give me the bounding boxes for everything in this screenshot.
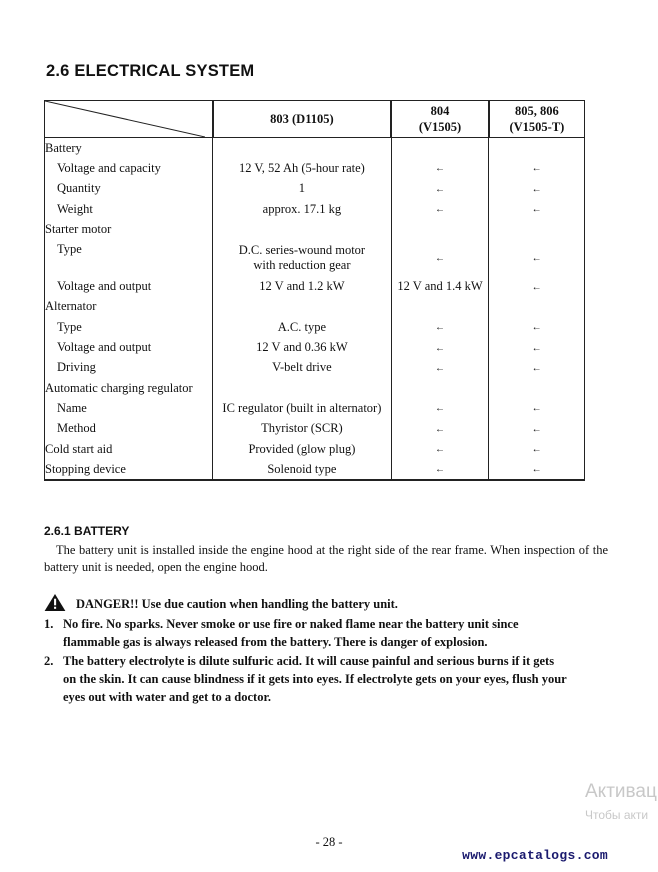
cell-804 bbox=[391, 317, 489, 337]
cell-803: V-belt drive bbox=[213, 358, 392, 378]
cell-805-806 bbox=[489, 199, 585, 219]
cell-804 bbox=[391, 179, 489, 199]
cell-803: Thyristor (SCR) bbox=[213, 419, 392, 439]
table-header-row bbox=[45, 101, 585, 138]
row-label: Type bbox=[45, 317, 213, 337]
warning-triangle-icon bbox=[44, 594, 66, 611]
cell-803: Provided (glow plug) bbox=[213, 439, 392, 459]
table-row bbox=[45, 138, 585, 159]
same-as-left-arrow: ← bbox=[531, 252, 542, 264]
cell-805-806 bbox=[489, 398, 585, 418]
danger-item-2 bbox=[44, 652, 606, 706]
cell-805-806 bbox=[489, 317, 585, 337]
cell-804 bbox=[391, 337, 489, 357]
same-as-left-arrow: ← bbox=[435, 444, 446, 455]
row-label: Automatic charging regulator bbox=[45, 378, 213, 398]
same-as-left-arrow: ← bbox=[531, 163, 542, 175]
diagonal-line bbox=[45, 101, 205, 137]
row-label: Driving bbox=[45, 358, 213, 378]
cell-805-806 bbox=[489, 337, 585, 357]
cell-803: 12 V and 1.2 kW bbox=[213, 276, 392, 296]
same-as-left-arrow: ← bbox=[435, 252, 446, 264]
item-line: eyes out with water and get to a doctor. bbox=[63, 690, 271, 704]
cell-803: 1 bbox=[213, 179, 392, 199]
header-col-803: 803 (D1105) bbox=[213, 101, 392, 138]
cell-803: 12 V, 52 Ah (5-hour rate) bbox=[213, 158, 392, 178]
row-label: Weight bbox=[45, 199, 213, 219]
cell-803: Solenoid type bbox=[213, 459, 392, 480]
cell-803: D.C. series-wound motor with reduction gear bbox=[213, 239, 392, 276]
same-as-left-arrow: ← bbox=[435, 322, 446, 334]
cell-804 bbox=[391, 459, 489, 480]
same-as-left-arrow: ← bbox=[435, 163, 446, 175]
table-row bbox=[45, 317, 585, 337]
cell-805-806 bbox=[489, 276, 585, 296]
row-label: Type bbox=[45, 239, 213, 276]
same-as-left-arrow: ← bbox=[531, 423, 542, 435]
danger-text: DANGER!! Use due caution when handling the battery unit. bbox=[76, 597, 398, 611]
spec-table bbox=[44, 100, 585, 481]
cell-805-806 bbox=[489, 239, 585, 276]
row-label: Starter motor bbox=[45, 219, 213, 239]
item-line: The battery electrolyte is dilute sulfuric acid. It will cause painful and serious burns if it gets bbox=[63, 654, 555, 668]
same-as-left-arrow: ← bbox=[531, 444, 542, 455]
table-row bbox=[45, 276, 585, 296]
header-col-805-806: 805, 806 (V1505-T) bbox=[489, 101, 585, 138]
same-as-left-arrow: ← bbox=[531, 464, 542, 476]
same-as-left-arrow: ← bbox=[435, 342, 446, 354]
cell-804 bbox=[391, 158, 489, 178]
table-row bbox=[45, 219, 585, 239]
battery-paragraph: The battery unit is installed inside the engine hood at the right side of the rear frame. When inspection of the battery unit is needed, open the engine hood. bbox=[44, 543, 608, 574]
row-label: Voltage and output bbox=[45, 276, 213, 296]
row-label: Method bbox=[45, 419, 213, 439]
item-number: 2. bbox=[44, 654, 54, 668]
cell-804 bbox=[391, 358, 489, 378]
danger-heading bbox=[44, 594, 398, 612]
same-as-left-arrow: ← bbox=[435, 464, 446, 476]
danger-item-1 bbox=[44, 615, 606, 651]
cell-805-806 bbox=[489, 419, 585, 439]
site-url: www.epcatalogs.com bbox=[462, 848, 608, 863]
cell-805-806 bbox=[489, 459, 585, 480]
cell-804 bbox=[391, 419, 489, 439]
cell-803: IC regulator (built in alternator) bbox=[213, 398, 392, 418]
same-as-left-arrow: ← bbox=[435, 183, 446, 195]
table-row bbox=[45, 358, 585, 378]
cell-805-806 bbox=[489, 439, 585, 459]
table-row bbox=[45, 297, 585, 317]
same-as-left-arrow: ← bbox=[531, 322, 542, 334]
header-diagonal-cell bbox=[45, 101, 213, 138]
row-label: Battery bbox=[45, 138, 213, 159]
table-row bbox=[45, 378, 585, 398]
page-number: - 28 - bbox=[315, 835, 343, 849]
same-as-left-arrow: ← bbox=[435, 403, 446, 415]
cell-803: approx. 17.1 kg bbox=[213, 199, 392, 219]
cell-803: A.C. type bbox=[213, 317, 392, 337]
same-as-left-arrow: ← bbox=[531, 183, 542, 195]
item-number: 1. bbox=[44, 617, 54, 631]
section-title: 2.6 ELECTRICAL SYSTEM bbox=[46, 62, 255, 80]
cell-804: 12 V and 1.4 kW bbox=[391, 276, 489, 296]
table-row bbox=[45, 337, 585, 357]
table-row bbox=[45, 459, 585, 480]
cell-804 bbox=[391, 439, 489, 459]
same-as-left-arrow: ← bbox=[531, 281, 542, 293]
same-as-left-arrow: ← bbox=[531, 362, 542, 374]
row-label: Cold start aid bbox=[45, 439, 213, 459]
row-label: Quantity bbox=[45, 179, 213, 199]
activation-watermark: Активац bbox=[585, 781, 657, 802]
cell-804 bbox=[391, 398, 489, 418]
cell-805-806 bbox=[489, 179, 585, 199]
table-row bbox=[45, 239, 585, 276]
row-label: Voltage and capacity bbox=[45, 158, 213, 178]
table-row bbox=[45, 199, 585, 219]
same-as-left-arrow: ← bbox=[435, 362, 446, 374]
same-as-left-arrow: ← bbox=[435, 204, 446, 216]
table-row bbox=[45, 398, 585, 418]
table-row bbox=[45, 179, 585, 199]
cell-805-806 bbox=[489, 158, 585, 178]
activation-watermark-sub: Чтобы акти bbox=[585, 808, 649, 822]
row-label: Alternator bbox=[45, 297, 213, 317]
item-line: flammable gas is always released from the battery. There is danger of explosion. bbox=[63, 635, 488, 649]
item-line: on the skin. It can cause blindness if it gets into eyes. If electrolyte gets on your eyes, flush your bbox=[63, 672, 567, 686]
cell-804 bbox=[391, 199, 489, 219]
row-label: Stopping device bbox=[45, 459, 213, 480]
item-line: No fire. No sparks. Never smoke or use fire or naked flame near the battery unit since bbox=[63, 617, 519, 631]
cell-803: 12 V and 0.36 kW bbox=[213, 337, 392, 357]
table-row bbox=[45, 158, 585, 178]
battery-subheading: 2.6.1 BATTERY bbox=[44, 524, 130, 538]
same-as-left-arrow: ← bbox=[531, 204, 542, 216]
row-label: Name bbox=[45, 398, 213, 418]
table-row bbox=[45, 439, 585, 459]
same-as-left-arrow: ← bbox=[435, 423, 446, 435]
same-as-left-arrow: ← bbox=[531, 403, 542, 415]
cell-805-806 bbox=[489, 358, 585, 378]
row-label: Voltage and output bbox=[45, 337, 213, 357]
cell-804 bbox=[391, 239, 489, 276]
same-as-left-arrow: ← bbox=[531, 342, 542, 354]
header-col-804: 804 (V1505) bbox=[391, 101, 489, 138]
table-row bbox=[45, 419, 585, 439]
